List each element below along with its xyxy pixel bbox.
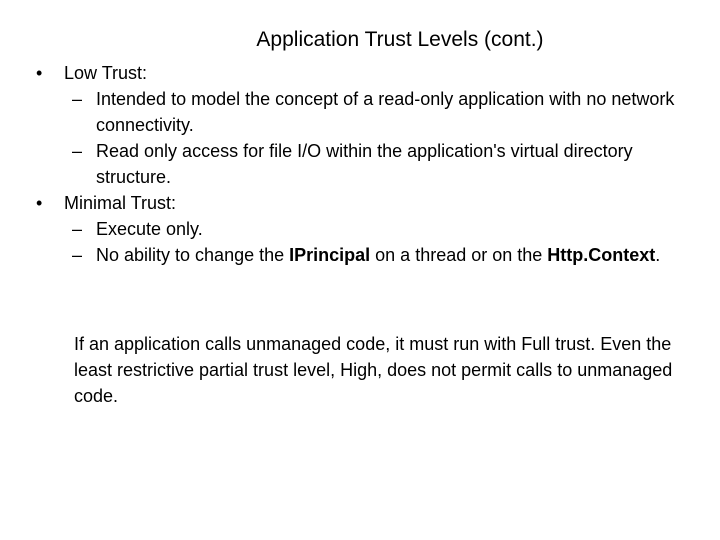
bullet-icon: •	[36, 193, 43, 213]
bullet-icon: •	[36, 63, 43, 83]
unmanaged-code-note: If an application calls unmanaged code, it must run with Full trust. Even the least restrictive partial trust level, High, does not permit calls to unmanaged code.	[74, 334, 673, 406]
text-segment: No ability to change the	[96, 245, 290, 265]
httpcontext-term: Http.Context	[547, 245, 656, 265]
low-trust-item-1	[30, 86, 680, 138]
minimal-trust-item-2	[30, 242, 680, 268]
minimal-trust-label: Minimal Trust:	[64, 193, 177, 213]
dash-icon: –	[72, 219, 83, 239]
bullet-minimal-trust	[30, 190, 680, 216]
text-segment: on a thread or on the	[370, 245, 548, 265]
low-trust-item-1-text: Intended to model the concept of a read-only application with no network connectivity.	[96, 89, 675, 135]
low-trust-label: Low Trust:	[64, 63, 148, 83]
dash-icon: –	[72, 245, 83, 265]
dash-icon: –	[72, 141, 83, 161]
minimal-trust-item-2-text	[96, 242, 680, 268]
slide-title: Application Trust Levels (cont.)	[256, 28, 544, 51]
low-trust-item-2-text: Read only access for file I/O within the application's virtual directory structure.	[96, 141, 633, 187]
bullet-low-trust	[30, 60, 680, 86]
minimal-trust-item-1-text: Execute only.	[96, 219, 203, 239]
low-trust-item-2	[30, 138, 680, 190]
outline	[30, 60, 680, 268]
iprincipal-term: IPrincipal	[289, 245, 371, 265]
text-segment: .	[655, 245, 661, 265]
dash-icon: –	[72, 89, 83, 109]
minimal-trust-item-1	[30, 216, 680, 242]
